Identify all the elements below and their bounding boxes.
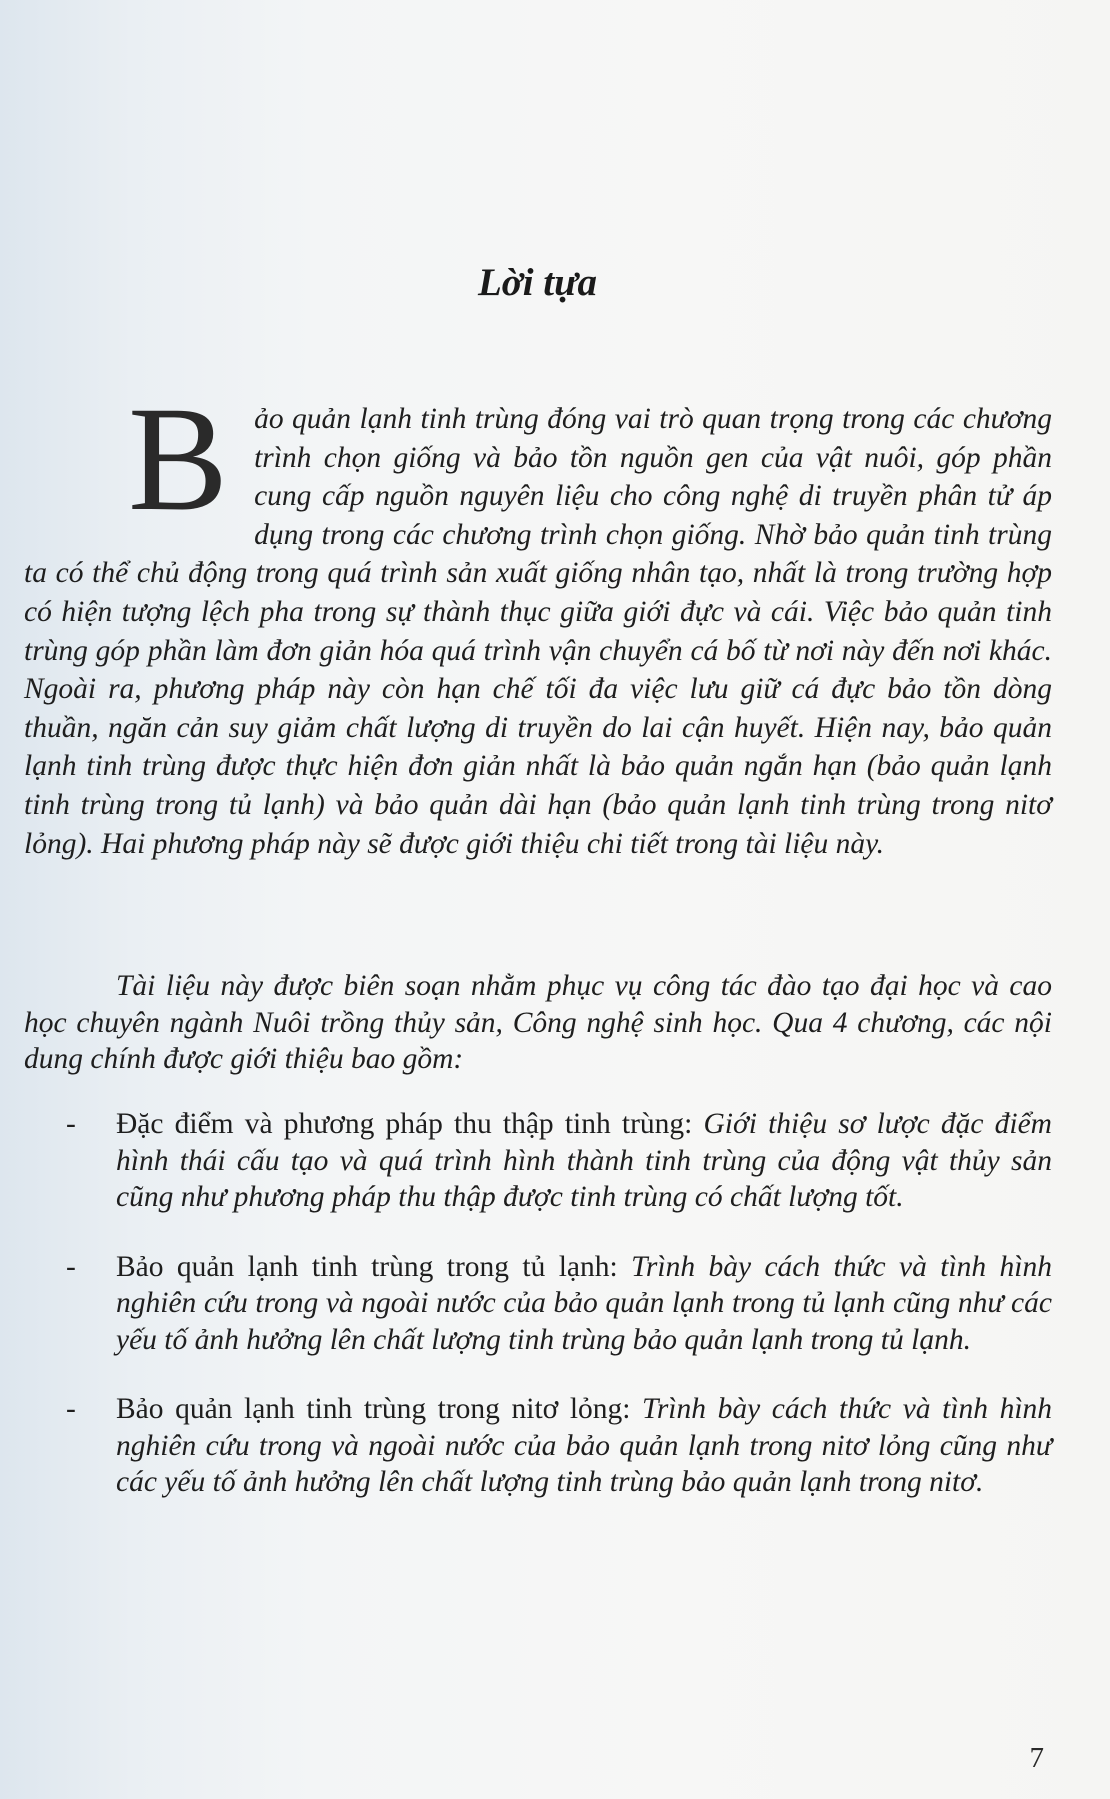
intro-text: ảo quản lạnh tinh trùng đóng vai trò quan trọng trong các chương trình chọn giống và bảo tồn nguồn gen của vật nuôi, góp phần cung cấp nguồn nguyên liệu cho công nghệ di truyền phân tử áp dụng trong các chương trình chọn giống. Nhờ bảo quản tinh trùng ta có thể chủ động trong quá trình sản xuất giống nhân tạo, nhất là trong trường hợp có hiện tượng lệch pha trong sự thành thục giữa giới đực và cái. Việc bảo quản tinh trùng góp phần làm đơn giản hóa quá trình vận chuyển cá bố từ nơi này đến nơi khác. Ngoài ra, phương pháp này còn hạn chế tối đa việc lưu giữ cá đực bảo tồn dòng thuần, ngăn cản suy giảm chất lượng di truyền do lai cận huyết. Hiện nay, bảo quản lạnh tinh trùng được thực hiện đơn giản nhất là bảo quản ngắn hạn (bảo quản lạnh tinh trùng trong tủ lạnh) và bảo quản dài hạn (bảo quản lạnh tinh trùng trong nitơ lỏng). Hai phương pháp này sẽ được giới thiệu chi tiết trong tài liệu này. xyxy=(24,403,1052,860)
list-item-desc: Trình bày cách thức và tình hình nghiên cứu trong và ngoài nước của bảo quản lạnh trong tủ lạnh cũng như các yếu tố ảnh hưởng lên chất lượng tinh trùng bảo quản lạnh trong tủ lạnh. xyxy=(116,1250,1052,1356)
list-item xyxy=(0,1106,1052,1216)
list-dash: - xyxy=(66,1393,76,1425)
list-item-desc: Giới thiệu sơ lược đặc điểm hình thái cấu tạo và quá trình hình thành tinh trùng của động vật thủy sản cũng như phương pháp thu thập được tinh trùng có chất lượng tốt. xyxy=(116,1108,1052,1213)
list-item-lead: Bảo quản lạnh tinh trùng trong tủ lạnh: xyxy=(116,1250,618,1283)
intro-paragraph xyxy=(24,376,1052,863)
list-item-lead: Đặc điểm và phương pháp thu thập tinh trùng: xyxy=(116,1108,693,1140)
purpose-paragraph: Tài liệu này được biên soạn nhằm phục vụ công tác đào tạo đại học và cao học chuyên ngành Nuôi trồng thủy sản, Công nghệ sinh học. Qua 4 chương, các nội dung chính được giới thiệu bao gồm: xyxy=(24,970,1052,1075)
list-item xyxy=(0,1249,1052,1359)
list-item xyxy=(0,1391,1052,1501)
list-item-lead: Bảo quản lạnh tinh trùng trong nitơ lỏng: xyxy=(116,1393,631,1425)
page-title: Lời tựa xyxy=(477,261,598,305)
drop-cap-letter: B xyxy=(128,376,229,542)
page-number: 7 xyxy=(1029,1742,1044,1774)
list-dash: - xyxy=(66,1108,76,1140)
list-item-desc: Trình bày cách thức và tình hình nghiên cứu trong và ngoài nước của bảo quản lạnh trong nitơ lỏng cũng như các yếu tố ảnh hưởng lên chất lượng tinh trùng bảo quản lạnh trong nitơ. xyxy=(116,1393,1053,1498)
list-dash: - xyxy=(66,1250,76,1283)
chapter-list xyxy=(0,1106,1110,1534)
